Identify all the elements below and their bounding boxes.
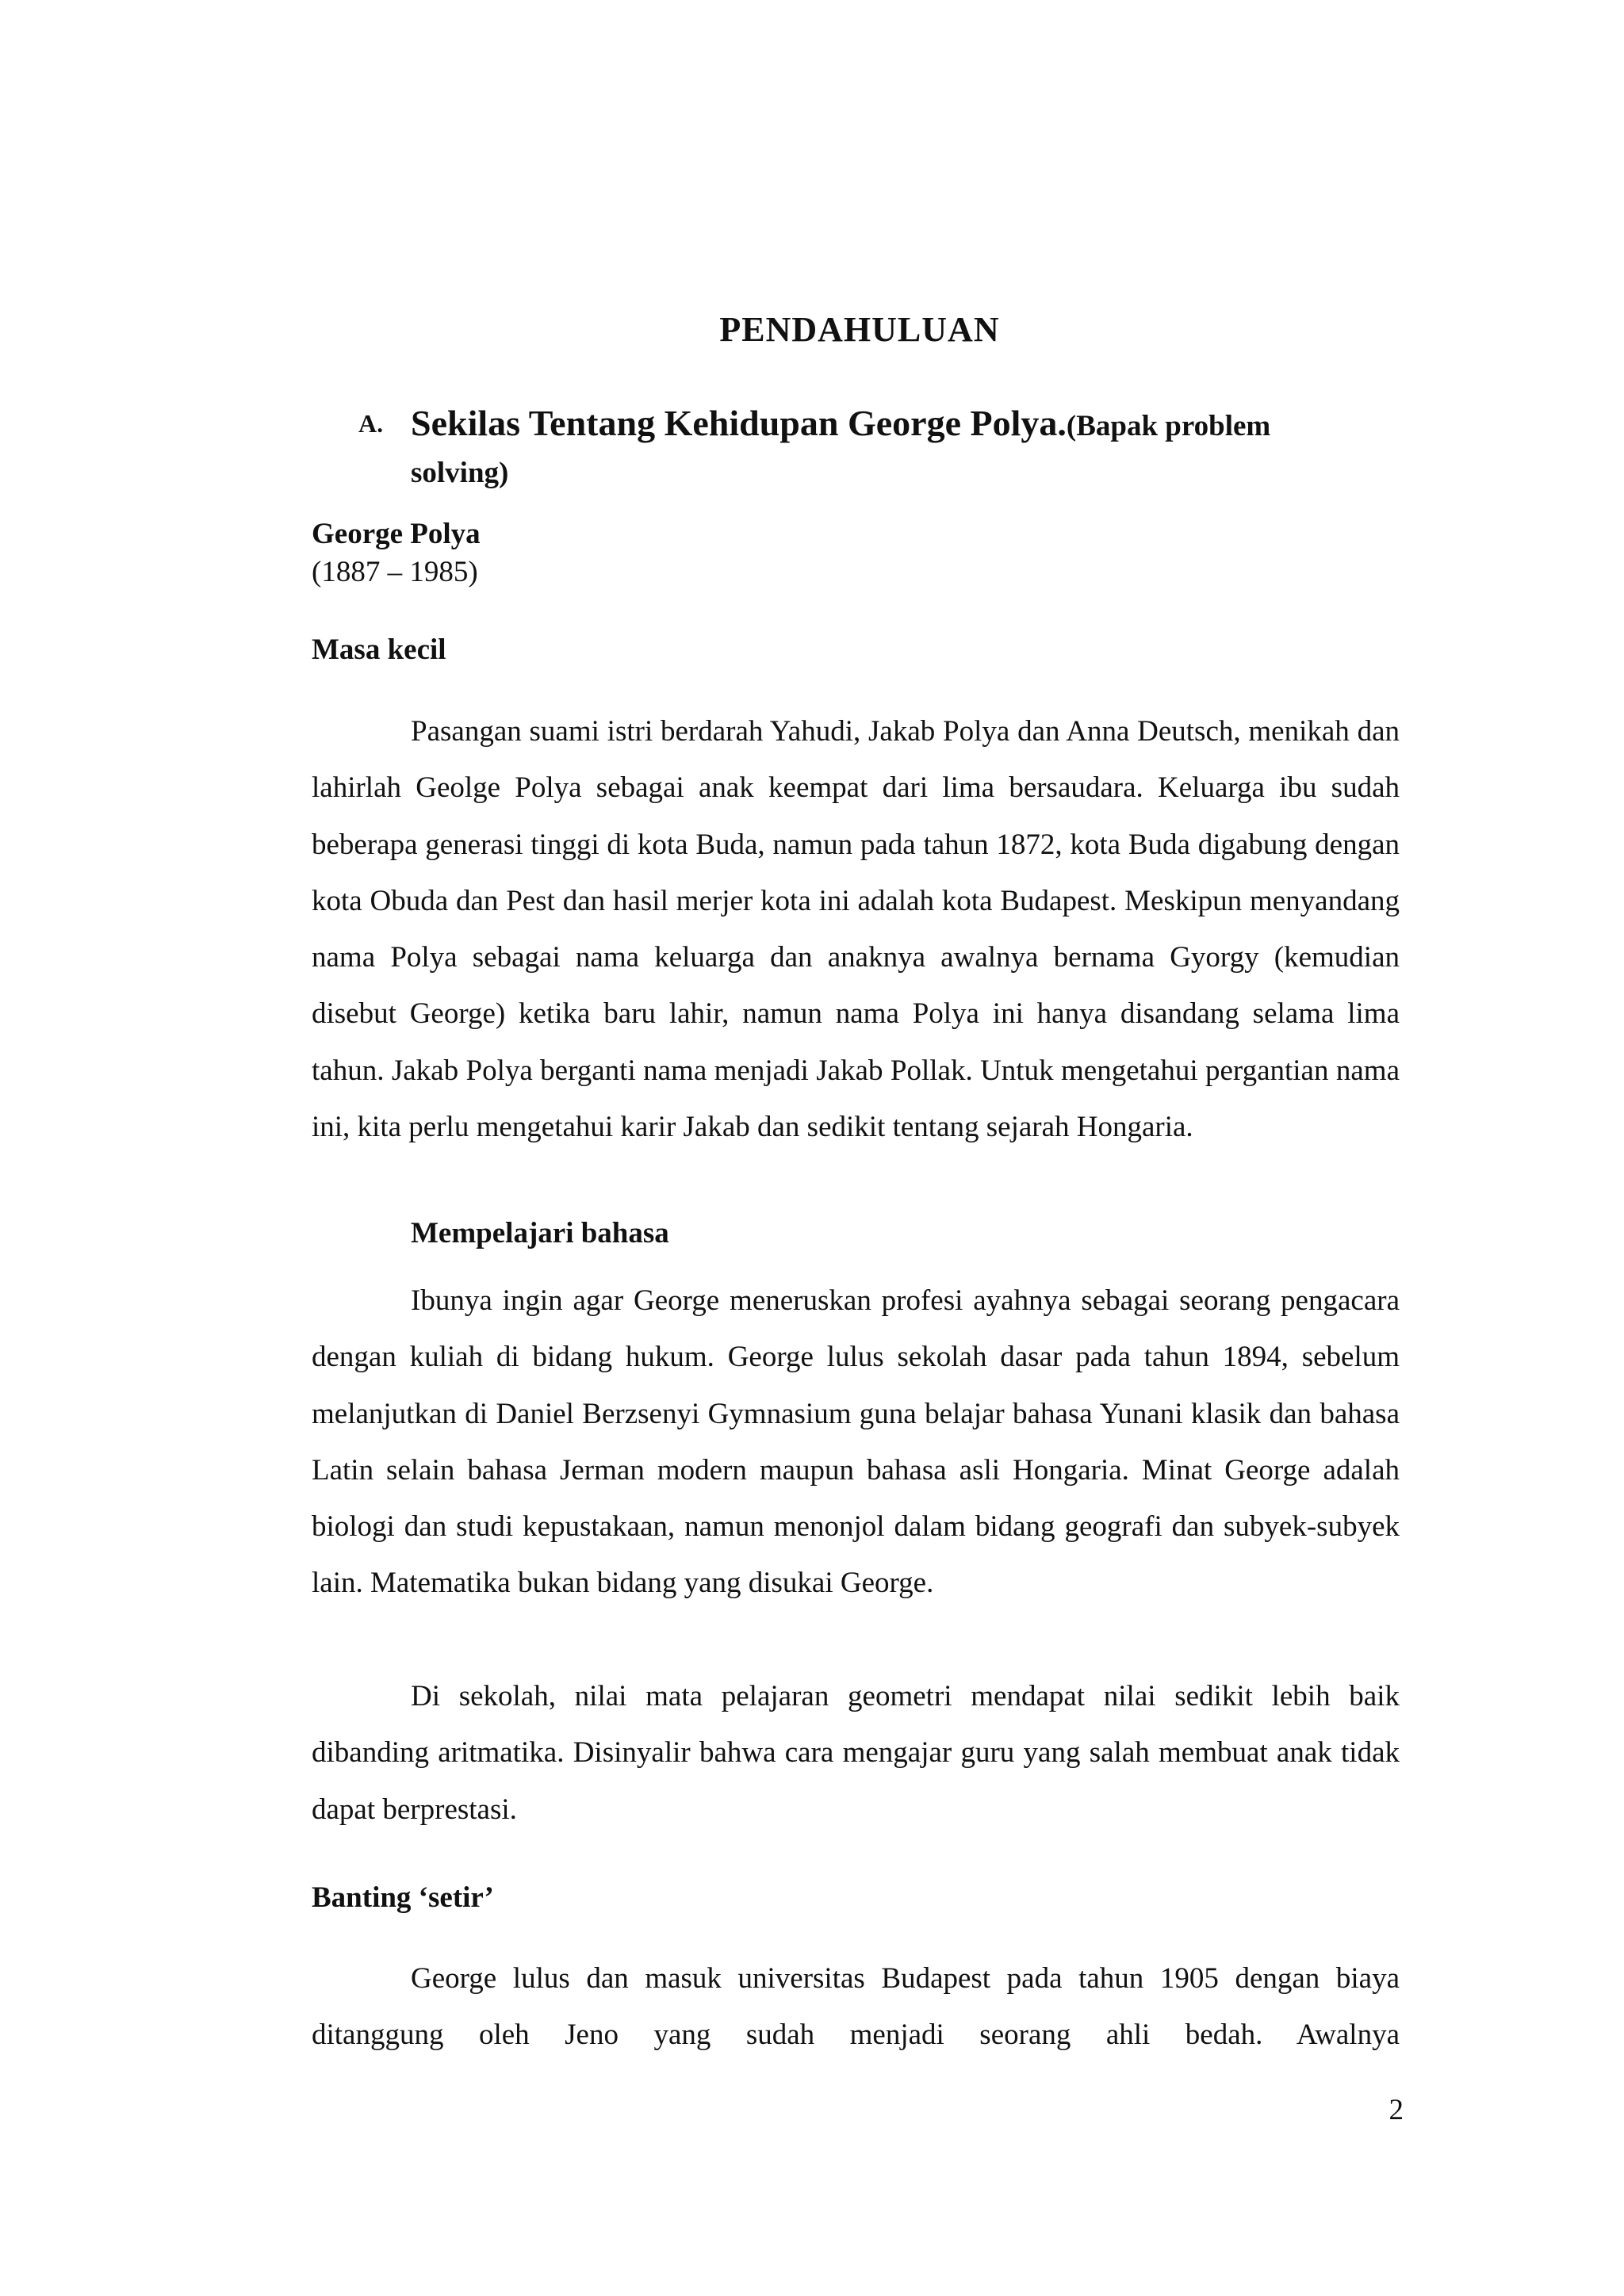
paragraph-mempelajari-bahasa: Ibunya ingin agar George meneruskan profesi ayahnya sebagai seorang pengacara dengan kuliah di bidang hukum. George lulus sekolah dasar pada tahun 1894, sebelum melanjutkan di Daniel Berzsenyi Gymnasium guna belajar bahasa Yunani klasik dan bahasa Latin selain bahasa Jerman modern maupun bahasa asli Hongaria. Minat George adalah biologi dan studi kepustakaan, namun menonjol dalam bidang geografi dan subyek-subyek lain. Matematika bukan bidang yang disukai George. — [312, 1284, 1400, 1600]
section-letter: A. — [358, 409, 384, 438]
section-title — [411, 403, 1362, 499]
page-number: 2 — [1388, 2094, 1404, 2126]
section-title-sub: (Bapak problem solving) — [411, 410, 1271, 489]
paragraph-masa-kecil: Pasangan suami istri berdarah Yahudi, Jakab Polya dan Anna Deutsch, menikah dan lahirlah Geolge Polya sebagai anak keempat dari lima bersaudara. Keluarga ibu sudah beberapa generasi tinggi di kota Buda, namun pada tahun 1872, kota Buda digabung dengan kota Obuda dan Pest dan hasil merjer kota ini adalah kota Budapest. Meskipun menyandang nama Polya sebagai nama keluarga dan anaknya awalnya bernama Gyorgy (kemudian disebut George) ketika baru lahir, namun nama Polya ini hanya disandang selama lima tahun. Jakab Polya berganti nama menjadi Jakab Pollak. Untuk mengetahui pergantian nama ini, kita perlu mengetahui karir Jakab dan sedikit tentang sejarah Hongaria. — [312, 715, 1400, 1144]
person-name: George Polya — [312, 518, 481, 550]
heading-banting-setir: Banting ‘setir’ — [312, 1881, 494, 1914]
person-years: (1887 – 1985) — [312, 556, 478, 588]
heading-mempelajari-bahasa: Mempelajari bahasa — [411, 1217, 669, 1249]
section-title-main: Sekilas Tentang Kehidupan George Polya. — [411, 403, 1067, 443]
heading-masa-kecil: Masa kecil — [312, 633, 446, 666]
page-title: PENDAHULUAN — [719, 310, 1000, 349]
paragraph-banting-setir: George lulus dan masuk universitas Budapest pada tahun 1905 dengan biaya ditanggung oleh Jeno yang sudah menjadi seorang ahli bedah. Awalnya — [312, 1962, 1400, 2052]
paragraph-sekolah: Di sekolah, nilai mata pelajaran geometri mendapat nilai sedikit lebih baik dibanding aritmatika. Disinyalir bahwa cara mengajar guru yang salah membuat anak tidak dapat berprestasi. — [312, 1680, 1400, 1826]
